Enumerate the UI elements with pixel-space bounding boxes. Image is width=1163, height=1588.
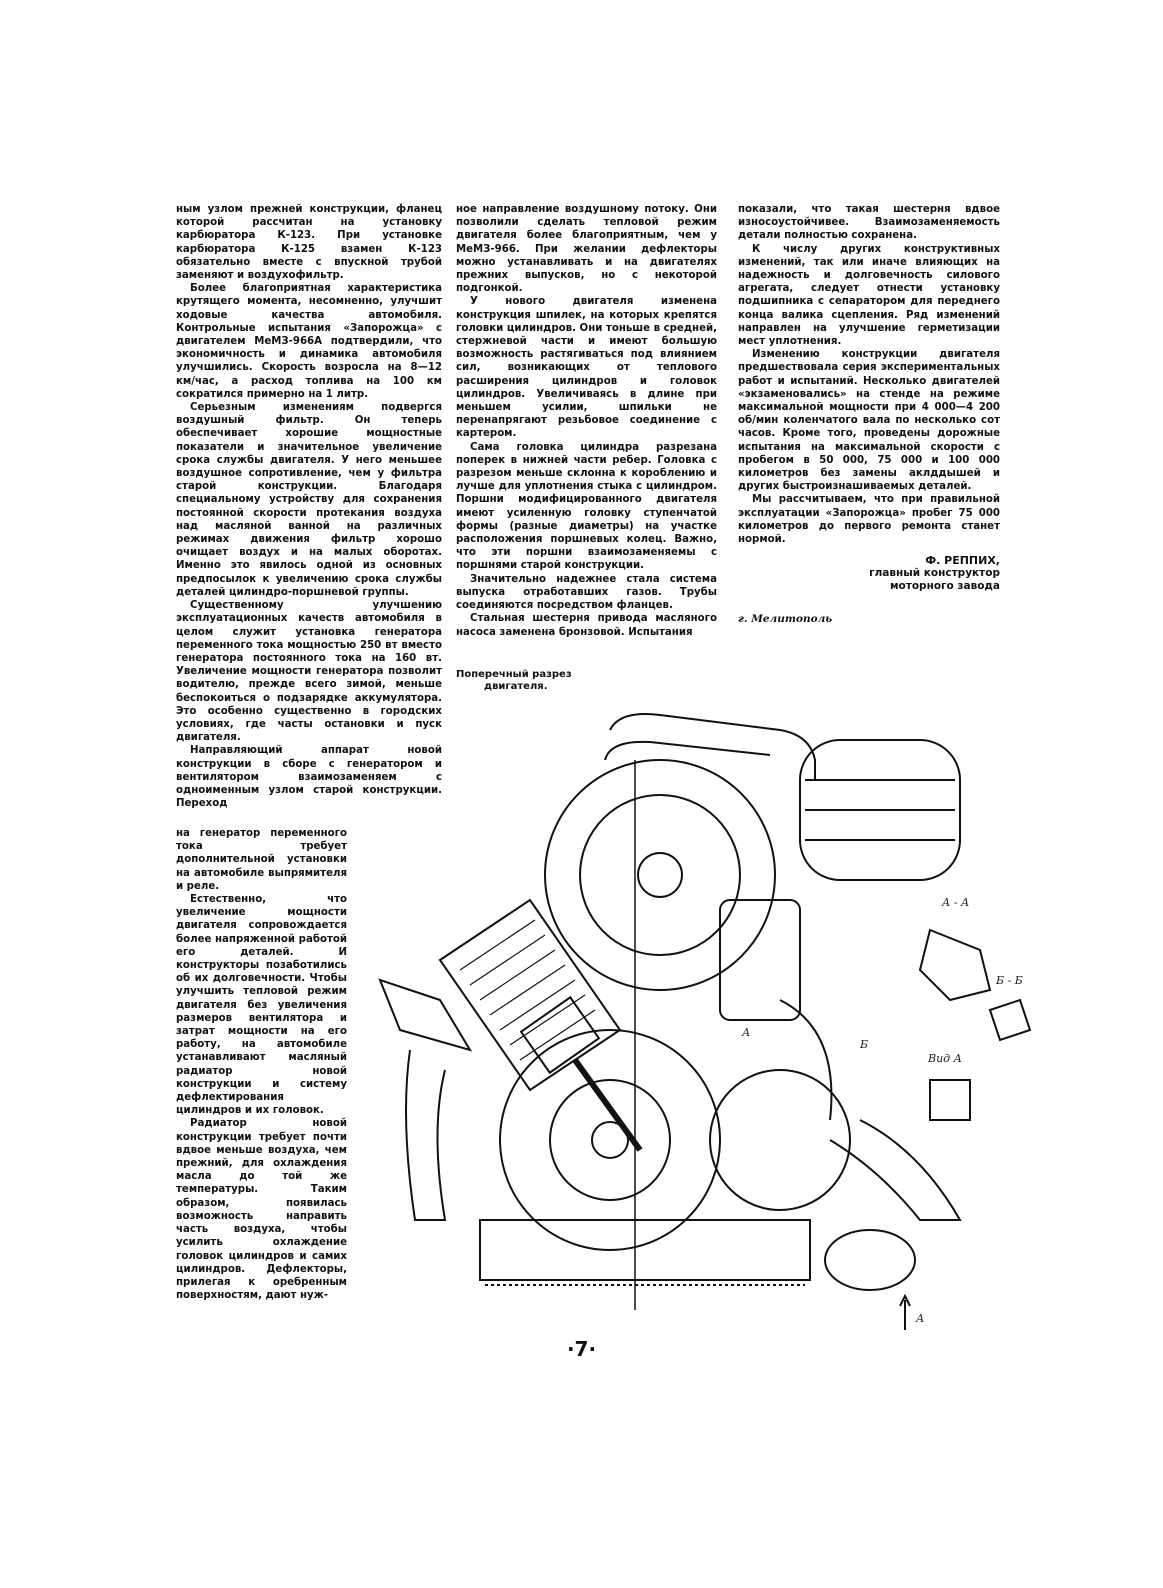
paragraph: Направляющий аппарат новой конструкции в сборе с генератором и вентилятором взаимозаменяем с одноименным узлом старой конструкции. Переход [176,745,442,810]
article-column-2 [456,203,717,639]
label-mark-a: А [742,1026,751,1039]
paragraph: К числу других конструктивных изменений, так или иначе влияющих на надежность и долговечность силового агрегата, следует отнести установку подшипника с сепаратором для переднего конца валика сцепления. Ряд изменений направлен на улучшение герметизации мест уплотнения. [738,243,1000,348]
label-arrow-a: А [916,1312,925,1325]
paragraph: Более благоприятная характеристика крутящего момента, несомненно, улучшит ходовые качества автомобиля. Контрольные испытания «Запорожца» с двигателем МеМЗ-966А подтвердили, что экономичность и динамика автомобиля улучшились. Скорость возросла на 8—12 км/час, а расход топлива на 100 км сократился примерно на 1 литр. [176,283,442,400]
figure-caption [456,669,572,693]
connecting-rod [575,1060,640,1150]
fan-hub [638,853,682,897]
label-mark-b: Б [860,1038,869,1051]
paragraph: Мы рассчитываем, что при правильной эксплуатации «Запорожца» пробег 75 000 километров до первого ремонта станет нормой. [738,494,1000,546]
paragraph: Стальная шестерня привода масляного насоса заменена бронзовой. Испытания [456,613,717,638]
engine-drawing-svg [360,700,1050,1340]
label-view-a: Вид А [928,1052,962,1065]
author-signature [738,554,1000,593]
paragraph: Изменению конструкции двигателя предшествовала серия экспериментальных работ и испытаний. Несколько двигателей «экзаменовались» на стенде на режиме максимальной мощности при 4 000—4 200 об/мин коленчатого вала по несколько сот часов. Кроме того, проведены дорожные испытания на максимальной скорости с пробегом в 50 000, 75 000 и 100 000 километров без замены аклддышей и других быстроизнашиваемых деталей. [738,349,1000,493]
paragraph: Значительно надежнее стала система выпуска отработавших газов. Трубы соединяются посредством фланцев. [456,573,717,612]
paragraph: У нового двигателя изменена конструкция шпилек, на которых крепятся головки цилиндров. Они тоньше в средней, стержневой части и имеют большую возможность растягиваться под влиянием сил, возникающих от теплового расширения цилиндров и головок цилиндров. Увеличиваясь в длине при меньшем усилии, шпильки не перенапрягают резьбовое соединение с картером. [456,296,717,440]
paragraph: Радиатор новой конструкции требует почти вдвое меньше воздуха, чем прежний, для охлаждения масла до той же температуры. Таким образом, появилась возможность направить часть воздуха, чтобы усилить охлаждение головок цилиндров и самих цилиндров. Дефлекторы, прилегая к оребренным поверхностям, дают нуж- [176,1118,347,1302]
paragraph: Сама головка цилиндра разрезана поперек в нижней части ребер. Головка с разрезом меньше склонна к короблению и лучше для уплотнения стыка с цилиндром. Поршни модифицированного двигателя имеют усиленную головку ступенчатой формы (разные диаметры) на участке расположения поршневых колец. Важно, что эти поршни взаимозаменяемы с поршнями старой конструкции. [456,441,717,572]
article-column-3 [738,203,1000,626]
wiring [780,1000,831,1120]
author-name: Ф. РЕППИХ, [925,554,1000,568]
engine-cross-section-drawing [360,700,1050,1340]
distributor [720,900,800,1020]
detail-section-bb [990,1000,1030,1040]
left-cylinder [440,900,620,1090]
caption-line: Поперечный разрез [456,669,572,680]
paragraph: показали, что такая шестерня вдвое износоустойчивее. Взаимозаменяемость детали полностью сохранена. [738,204,1000,242]
caption-line: двигателя. [484,681,548,692]
paragraph: ным узлом прежней конструкции, фланец которой рассчитан на установку карбюратора К-123. При установке карбюратора К-125 взамен К-123 обязательно вместе с впускной трубой заменяют и воздухофильтр. [176,204,442,282]
author-title: моторного завода [889,580,1000,593]
label-section-aa: А - А [942,896,970,909]
right-crankcase [710,1070,850,1210]
crank-hub [592,1122,628,1158]
detail-section-aa [920,930,990,1000]
intake-pipe [610,714,815,780]
author-title: главный конструктор [869,567,1000,580]
paragraph: ное направление воздушному потоку. Они позволили сделать тепловой режим двигателя более благоприятным, чем у МеМЗ-966. При желании дефлекторы можно устанавливать и на двигателях прежних выпусков, но с некоторой подгонкой. [456,204,717,295]
detail-view-a [930,1080,970,1120]
fan-rotor [580,795,740,955]
article-column-1-narrow [176,827,347,1302]
paragraph: Серьезным изменениям подвергся воздушный фильтр. Он теперь обеспечивает хорошие мощностные показатели и значительное увеличение срока службы двигателя. У него меньшее воздушное сопротивление, чем у фильтра старой конструкции. Благодаря специальному устройству для сохранения постоянной скорости протекания воздуха над масляной ванной на различных режимах движения фильтр хорошо очищает воздух и на малых оборотах. Именно это явилось одной из основных предпосылок к увеличению срока службы деталей цилиндро-поршневой группы. [176,402,442,598]
cylinder-fins [460,920,595,1060]
city-dateline: г. Мелитополь [738,613,833,626]
paragraph: на генератор переменного тока требует дополнительной установки на автомобиле выпрямителя и реле. [176,828,347,892]
paragraph: Существенному улучшению эксплуатационных качеств автомобиля в целом служит установка генератора переменного тока мощностью 250 вт вместо генератора постоянного тока на 160 вт. Увеличение мощности генератора позволит водителю, прежде всего зимой, меньше беспокоиться о подзарядке аккумулятора. Это особенно существенно в городских условиях, где часты остановки и пуск двигателя. [176,600,442,744]
crank-circle [550,1080,670,1200]
muffler [825,1230,915,1290]
paragraph: Естественно, что увеличение мощности двигателя сопровождается более напряженной работой его деталей. И конструкторы позаботились об их долговечности. Чтобы улучшить тепловой режим двигателя без увеличения размеров вентилятора и затрат мощности на его работу, на автомобиле устанавливают масляный радиатор новой конструкции и систему дефлектирования цилиндров и их головок. [176,894,347,1117]
page-number: ·7· [566,1337,597,1361]
crankcase-circle [500,1030,720,1250]
oil-pan [480,1220,810,1280]
label-section-bb: Б - Б [996,974,1023,987]
intake-pipe [605,742,770,760]
spark-plug-left [380,980,470,1050]
exhaust-pipe-left [406,1050,445,1220]
